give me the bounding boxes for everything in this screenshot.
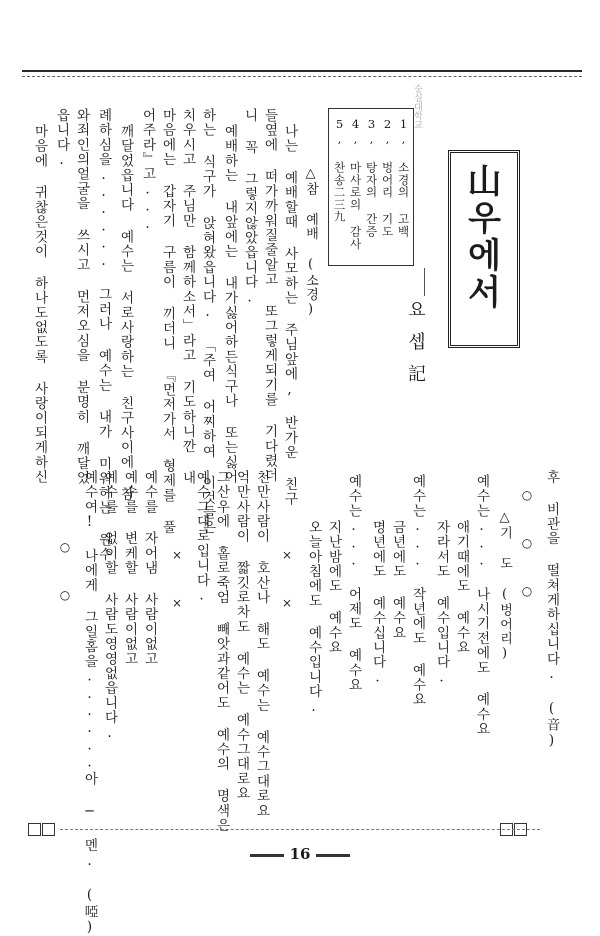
text-line: 자라서도 예수입니다.: [433, 520, 450, 687]
table-of-contents: [328, 108, 414, 266]
section-heading: △기 도 (벙어리): [497, 510, 512, 662]
cross-marks: × ×: [280, 548, 294, 620]
text-line: 금년에도 예수요: [389, 520, 406, 641]
corner-ornament: [42, 823, 55, 836]
contents-item: 5, 찬송二三九: [332, 117, 347, 223]
text-line: 읍니다.: [53, 108, 70, 170]
dash-ornament: [316, 854, 350, 857]
top-rule: [22, 70, 582, 72]
text-line: 예수는... 작년에도 예수요: [409, 474, 426, 707]
page-title: 山우에서: [461, 163, 501, 311]
text-line: 예수는... 나시기전에도 예수요: [473, 474, 490, 737]
text-line: 니 꼭 그렇지않았읍니다.: [241, 108, 258, 307]
text-line: 천만사람이 호산나 해도 예수는 예수그대로요: [253, 470, 270, 819]
text-line: 나는 예배할때 사모하는 주님앞에, 반가운 친구: [281, 124, 298, 507]
library-stamp: 숭실대학교: [412, 84, 422, 129]
text-line: 들옆에 떠가까워질줄알고 또그렇게되기를 기다렸더: [261, 108, 278, 483]
contents-item: 4, 마사로의 감사: [348, 117, 363, 250]
text-line: 와죄인의얼굴을 쓰시고 먼저오심을 분명히 깨달었: [73, 108, 90, 486]
text-line: 어주라』고...: [139, 108, 156, 234]
text-line: 명년에도 예수십니다.: [369, 520, 386, 687]
text-line: 하는 식구가 앉혀왔읍니다. 「주여 어찌하여 이것들은: [199, 108, 216, 535]
text-line: 후 비관을 떨쳐게하십니다. (音): [543, 470, 560, 750]
contents-item: 3, 탕자의 간증: [364, 117, 379, 238]
footer-rule: [60, 829, 540, 830]
page-number: 16: [289, 845, 311, 863]
corner-ornament: [28, 823, 41, 836]
text-line: 오늘아침에도 예수입니다.: [305, 520, 322, 717]
page-number-row: [0, 845, 600, 863]
text-line: 애기때에도 예수요: [453, 520, 470, 655]
section-heading: △참 예배 (소경): [303, 166, 318, 318]
text-line: 예배하는 내앞에는 내가싫어하든식구나 또는싫어: [221, 124, 238, 485]
text-line: 예수여! 나에게 그일홈을......아 ─ 멘. (啞): [81, 470, 98, 936]
author-byline: 요셉記: [405, 300, 426, 396]
text-line: 억만사람이 짧깃로차도 예수는 예수그대로요: [233, 470, 250, 801]
dash-ornament: [250, 854, 284, 857]
text-line: 깨달었읍니다 예수는 서로사랑하는 친구사이에 참: [117, 124, 134, 502]
circle-marks: ○ ○: [58, 540, 72, 612]
text-line: 치우시고 주님만 함께하소서」라고 기도하니깐 내: [179, 108, 196, 486]
text-line: 예수는... 어제도 예수요: [345, 474, 362, 693]
title-box: [448, 150, 520, 348]
circle-marks: ○ ○ ○: [520, 488, 534, 608]
contents-item: 2, 벙어리 기도: [380, 117, 395, 238]
text-line: 예수를 자어냄 사람이없고: [141, 470, 158, 667]
cross-marks: × ×: [170, 548, 184, 620]
text-line: 예수그대로입니다.: [193, 470, 210, 605]
text-line: 마음에 귀찮은것이 하나도없도록 사랑이되게하신: [31, 124, 48, 485]
text-line: 예수를 없이할 사람도영영없읍니다.: [101, 470, 118, 743]
author-connector: [424, 268, 425, 296]
text-line: 지난밤에도 예수요: [325, 520, 342, 655]
text-line: 그산우에 홀로죽엄 빼앗과같어도 예수의 명색은: [213, 470, 230, 833]
text-line: 마음에는 갑자기 구름이 끼더니 『먼저가서 형제를 풀: [159, 108, 176, 535]
top-rule-dashed: [22, 76, 582, 77]
contents-item: 1, 소경의 고백: [396, 117, 411, 238]
text-line: 예수를 변케할 사람이없고: [121, 470, 138, 667]
text-line: 례하심을...... 그러나 예수는 내가 미워하는 원수: [95, 108, 112, 562]
